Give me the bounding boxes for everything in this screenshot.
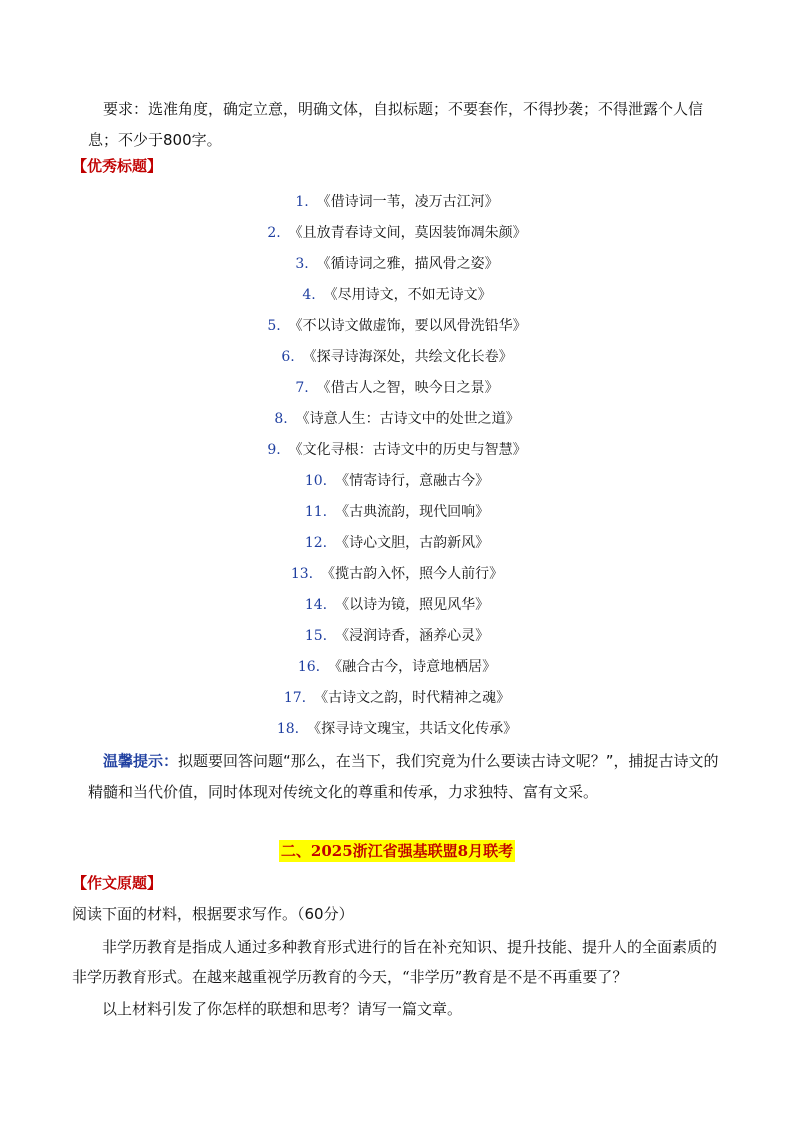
section-heading-wrap [0, 840, 794, 862]
title-number: 11. [304, 504, 328, 520]
title-text: 《以诗为镜，照见风华》 [335, 597, 490, 613]
title-item [160, 218, 634, 249]
warm-tip-label: 温馨提示： [103, 752, 179, 770]
title-item [160, 311, 634, 342]
title-item [160, 559, 634, 590]
title-item [160, 249, 634, 280]
title-item [160, 280, 634, 311]
title-number: 5. [267, 318, 281, 334]
title-item [160, 683, 634, 714]
warm-tip-text: 拟题要回答问题“那么，在当下，我们究竟为什么要读古诗文呢？”，捕捉古诗文的精髓和当代价值，同时体现对传统文化的尊重和传承，力求独特、富有文采。 [88, 752, 719, 801]
title-text: 《不以诗文做虚饰，要以风骨洗铅华》 [288, 318, 527, 334]
title-text: 《借古人之智，映今日之景》 [316, 380, 499, 396]
title-number: 16. [297, 659, 321, 675]
title-number: 9. [267, 442, 281, 458]
title-number: 2. [267, 225, 281, 241]
title-item [160, 714, 634, 745]
warm-tip [88, 746, 728, 808]
title-item [160, 342, 634, 373]
title-number: 18. [276, 721, 300, 737]
title-item [160, 404, 634, 435]
material-paragraph: 非学历教育是指成人通过多种教育形式进行的旨在补充知识、提升技能、提升人的全面素质的非学历教育形式。在越来越重视学历教育的今天，“非学历”教育是不是不再重要了？ [72, 938, 718, 986]
excellent-titles-list [160, 187, 634, 745]
excellent-titles-label: 【优秀标题】 [72, 157, 163, 175]
title-item [160, 466, 634, 497]
title-text: 《且放青春诗文间，莫因装饰凋朱颜》 [288, 225, 527, 241]
title-text: 《尽用诗文，不如无诗文》 [323, 287, 492, 303]
title-text: 《融合古今，诗意地栖居》 [328, 659, 497, 675]
title-text: 《古诗文之韵，时代精神之魂》 [314, 690, 511, 706]
title-text: 《探寻诗海深处，共绘文化长卷》 [302, 349, 513, 365]
title-text: 《诗意人生：古诗文中的处世之道》 [295, 411, 520, 427]
title-number: 17. [283, 690, 307, 706]
title-number: 12. [304, 535, 328, 551]
writing-requirement: 要求：选准角度，确定立意，明确文体，自拟标题；不要套作，不得抄袭；不得泄露个人信息；不少于800字。 [88, 100, 704, 149]
title-item [160, 187, 634, 218]
title-text: 《循诗词之雅，描风骨之姿》 [316, 256, 499, 272]
title-number: 8. [274, 411, 288, 427]
title-item [160, 652, 634, 683]
title-number: 15. [304, 628, 328, 644]
section-heading: 二、2025浙江省强基联盟8月联考 [280, 842, 514, 860]
title-text: 《揽古韵入怀，照今人前行》 [321, 566, 504, 582]
title-item [160, 497, 634, 528]
title-number: 3. [295, 256, 309, 272]
title-number: 4. [302, 287, 316, 303]
original-topic-label: 【作文原题】 [72, 874, 163, 892]
title-text: 《诗心文胆，古韵新风》 [335, 535, 490, 551]
writing-instruction: 阅读下面的材料，根据要求写作。（60分） [72, 905, 354, 923]
title-number: 13. [290, 566, 314, 582]
title-number: 6. [281, 349, 295, 365]
title-number: 10. [304, 473, 328, 489]
title-number: 7. [295, 380, 309, 396]
title-text: 《借诗词一苇，凌万古江河》 [316, 194, 499, 210]
title-text: 《浸润诗香，涵养心灵》 [335, 628, 490, 644]
title-text: 《情寄诗行，意融古今》 [335, 473, 490, 489]
title-item [160, 528, 634, 559]
title-number: 1. [295, 194, 309, 210]
title-text: 《古典流韵，现代回响》 [335, 504, 490, 520]
title-text: 《探寻诗文瑰宝，共话文化传承》 [307, 721, 518, 737]
title-item [160, 435, 634, 466]
title-item [160, 373, 634, 404]
title-number: 14. [304, 597, 328, 613]
title-text: 《文化寻根：古诗文中的历史与智慧》 [288, 442, 527, 458]
title-item [160, 621, 634, 652]
writing-prompt: 以上材料引发了你怎样的联想和思考？请写一篇文章。 [102, 1000, 463, 1018]
title-item [160, 590, 634, 621]
